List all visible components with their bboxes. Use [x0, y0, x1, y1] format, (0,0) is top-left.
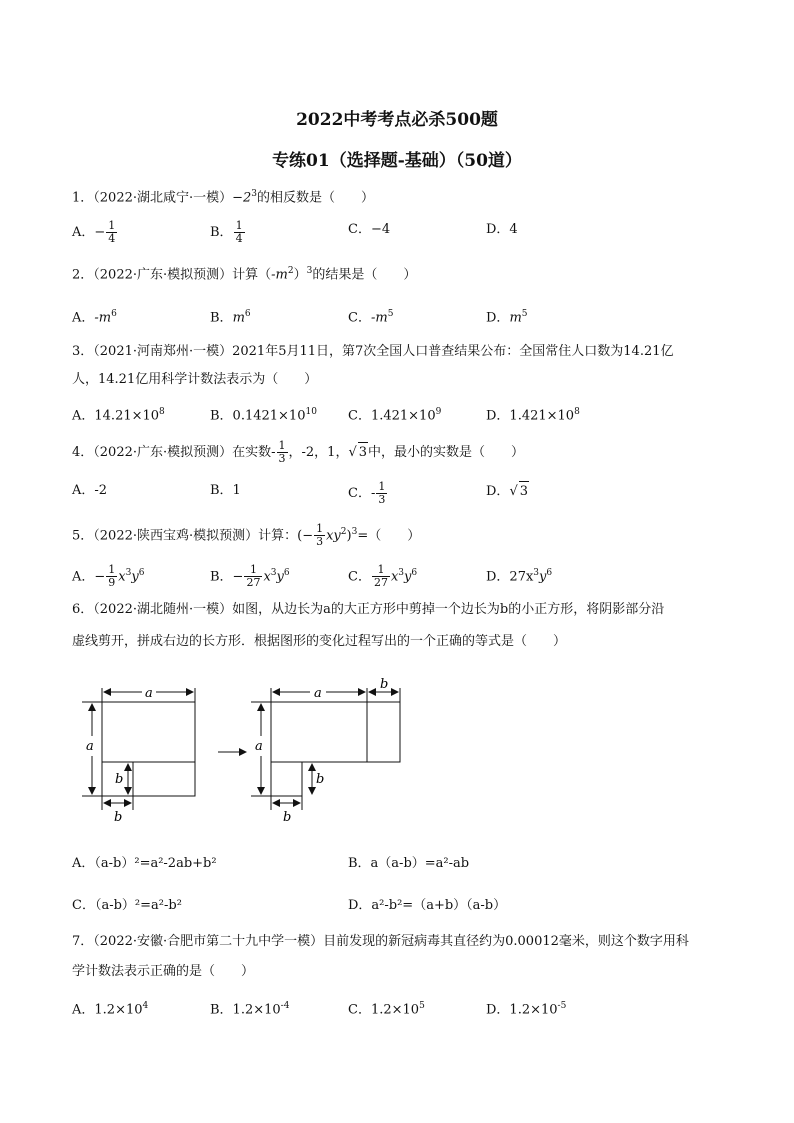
- q1-suffix: 的相反数是（ ）: [257, 190, 375, 206]
- q1-option-c: C．−4: [348, 222, 391, 237]
- q4-option-a: A．-2: [72, 483, 108, 498]
- page-subtitle: 专练01（选择题-基础）（50道）: [272, 151, 522, 171]
- q6-option-c: C．（a-b）²=a²-b²: [72, 898, 182, 913]
- question-7-line1: 7．（2022·安徽·合肥市第二十九中学一模）目前发现的新冠病毒其直径约为0.00012毫米，则这个数字用科: [72, 934, 689, 949]
- label-a-top-left: a: [145, 686, 153, 701]
- question-5: 5．（2022·陕西宝鸡·模拟预测）计算：(− $\frac{1}{3}$ $xy^2)^3=$（ ）: [72, 522, 421, 549]
- q5-option-b: B．− $\frac{1}{27}$ $x^3y^6$: [210, 563, 290, 590]
- question-4: 4．（2022·广东·模拟预测）在实数- $\frac{1}{3}$ ，-2，1，√ 3中，最小的实数是（ ）: [72, 439, 525, 465]
- q1-option-d: D．4: [486, 222, 518, 237]
- q5-option-d: D．$27x^3y^6$: [486, 568, 553, 585]
- q3-option-b: B．$0.1421\times 10^{10}$: [210, 407, 317, 424]
- right-shape-outline: [271, 702, 400, 762]
- q6-figure: [0, 670, 794, 830]
- q5-option-c: C． $\frac{1}{27}$ $x^3y^6$: [348, 563, 418, 590]
- label-b-inner-right: b: [316, 772, 325, 787]
- q5-option-a: A．− $\frac{1}{9}$ $x^3y^6$: [72, 563, 145, 590]
- q1-prefix: 1．（2022·湖北咸宁·一模）: [72, 190, 233, 206]
- q6-option-d: D．a²-b²=（a+b）（a-b）: [348, 898, 507, 913]
- label-b-bottom-left: b: [114, 810, 123, 825]
- page-title: 2022中考考点必杀500题: [296, 110, 498, 130]
- q4-option-b: B．1: [210, 483, 241, 498]
- question-7-line2: 学计数法表示正确的是（ ）: [72, 964, 255, 979]
- q6-option-a: A．（a-b）²=a²-2ab+b²: [72, 856, 217, 871]
- question-1: [72, 184, 374, 208]
- q3-option-d: D．$1.421\times 10^8$: [486, 407, 580, 424]
- q7-option-c: C．$1.2\times 10^5$: [348, 1001, 425, 1018]
- label-a-side-right: a: [255, 739, 263, 754]
- label-b-top-right: b: [380, 677, 389, 692]
- q1-expr: −2: [232, 190, 252, 206]
- q6-option-b: B．a（a-b）=a²-ab: [348, 856, 470, 871]
- question-2: 2．（2022·广东·模拟预测）计算$(-m^2)^3$的结果是（ ）: [72, 266, 417, 283]
- label-a-side-left: a: [86, 739, 94, 754]
- label-b-bottom-right: b: [283, 810, 292, 825]
- q2-option-b: B．$m^6$: [210, 309, 251, 326]
- q7-option-a: A．$1.2\times 10^4$: [72, 1001, 149, 1018]
- question-6-line2: 虚线剪开，拼成右边的长方形．根据图形的变化过程写出的一个正确的等式是（ ）: [72, 634, 567, 649]
- q7-option-d: D．$1.2\times 10^{-5}$: [486, 1001, 567, 1018]
- q2-option-c: C．$-m^5$: [348, 309, 394, 326]
- label-a-top-right: a: [314, 686, 322, 701]
- q2-option-d: D．$m^5$: [486, 309, 528, 326]
- q2-option-a: A．$-m^6$: [72, 309, 117, 326]
- q1-exp: 3: [251, 189, 258, 199]
- question-6-line1: 6．（2022·湖北随州·一模）如图，从边长为a的大正方形中剪掉一个边长为b的小正方形，将阴影部分沿: [72, 602, 665, 617]
- q4-option-c: C．- $\frac{1}{3}$: [348, 480, 386, 506]
- q3-option-c: C．$1.421\times 10^9$: [348, 407, 442, 424]
- q4-option-d: D．√ 3: [486, 481, 529, 502]
- q1-option-a: A．− $\frac{1}{4}$: [72, 219, 116, 245]
- q1-option-b: B． $\frac{1}{4}$: [210, 219, 243, 245]
- label-b-inner-left: b: [115, 772, 124, 787]
- q3-option-a: A．$14.21\times 10^8$: [72, 407, 165, 424]
- q7-option-b: B．$1.2\times 10^{-4}$: [210, 1001, 290, 1018]
- question-3-line2: 人，14.21亿用科学计数法表示为（ ）: [72, 372, 318, 387]
- question-3-line1: 3．（2021·河南郑州·一模）2021年5月11日，第7次全国人口普查结果公布：全国常住人口数为14.21亿: [72, 344, 674, 359]
